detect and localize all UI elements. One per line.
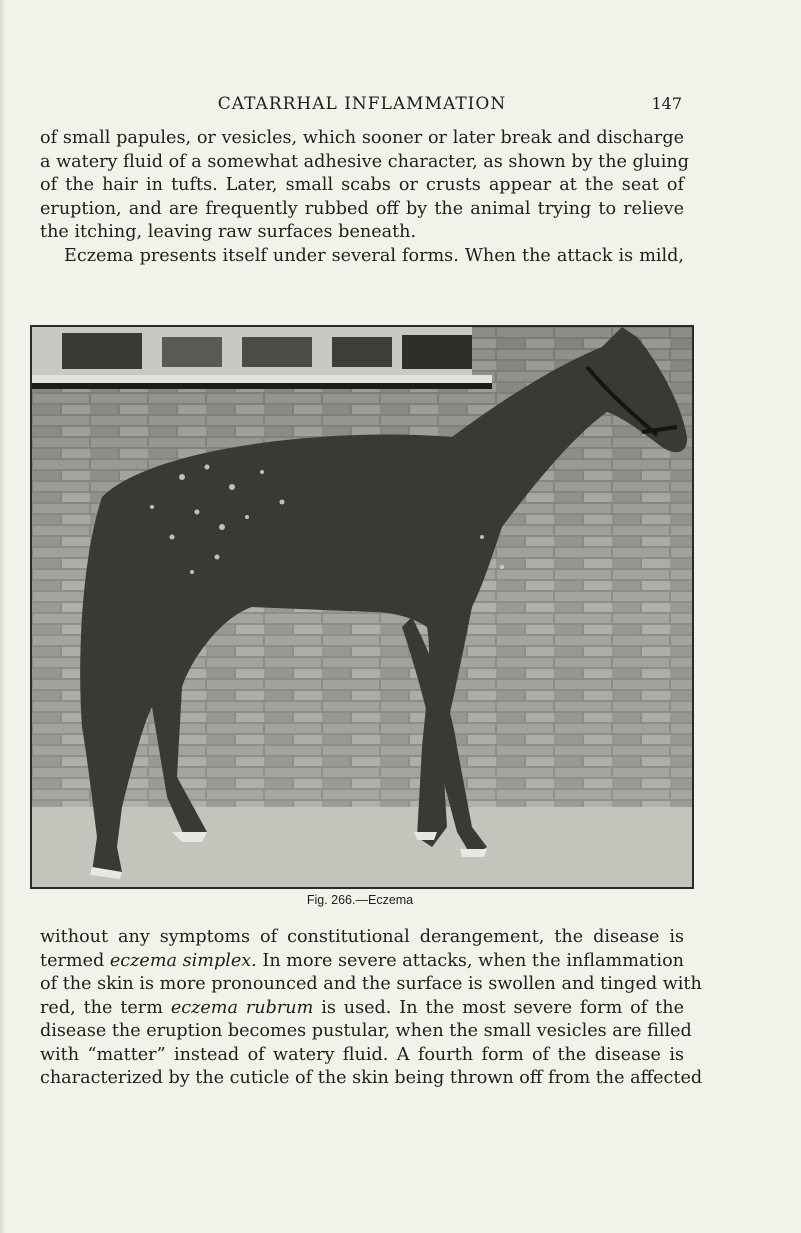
running-head [40,92,684,116]
text-line: a watery fluid of a somewhat adhesive character, as shown by the gluing [40,151,689,172]
page-edge [0,0,6,1233]
figure-horse-photo [30,325,694,889]
page-number: 147 [651,94,682,113]
text-line: characterized by the cuticle of the skin being thrown off from the affected [40,1068,703,1088]
text-line: the itching, leaving raw surfaces beneath. [40,222,417,242]
text-line: of the skin is more pronounced and the surface is swollen and tinged with [40,974,702,994]
running-title: CATARRHAL INFLAMMATION [217,94,507,114]
term-eczema-rubrum: eczema rubrum [170,997,314,1018]
text-run: In more severe attacks, when the inflammation [256,950,684,971]
text-line [40,950,684,974]
horse-photo-image [32,327,692,887]
figure-caption: Fig. 266.—Eczema [306,893,414,907]
text-run: termed [40,950,110,971]
text-line: eruption, and are frequently rubbed off by the animal trying to relieve [40,198,684,219]
text-line: of small papules, or vesicles, which sooner or later break and discharge [40,128,684,148]
paragraph-bottom [40,926,703,1091]
text-run: is used. In the most severe form of the [313,997,684,1018]
text-line: disease the eruption becomes pustular, when the small vesicles are filled [40,1021,692,1041]
text-line: with “matter” instead of watery fluid. A fourth form of the disease is [40,1044,684,1065]
term-eczema-simplex: eczema simplex. [109,950,257,971]
text-line: without any symptoms of constitutional derangement, the disease is [40,927,684,947]
paragraph-top [40,127,689,268]
text-run: red, the term [40,997,171,1018]
text-line [40,997,684,1021]
text-line: Eczema presents itself under several forms. When the attack is mild, [64,245,684,266]
text-line: of the hair in tufts. Later, small scabs or crusts appear at the seat of [40,175,684,195]
